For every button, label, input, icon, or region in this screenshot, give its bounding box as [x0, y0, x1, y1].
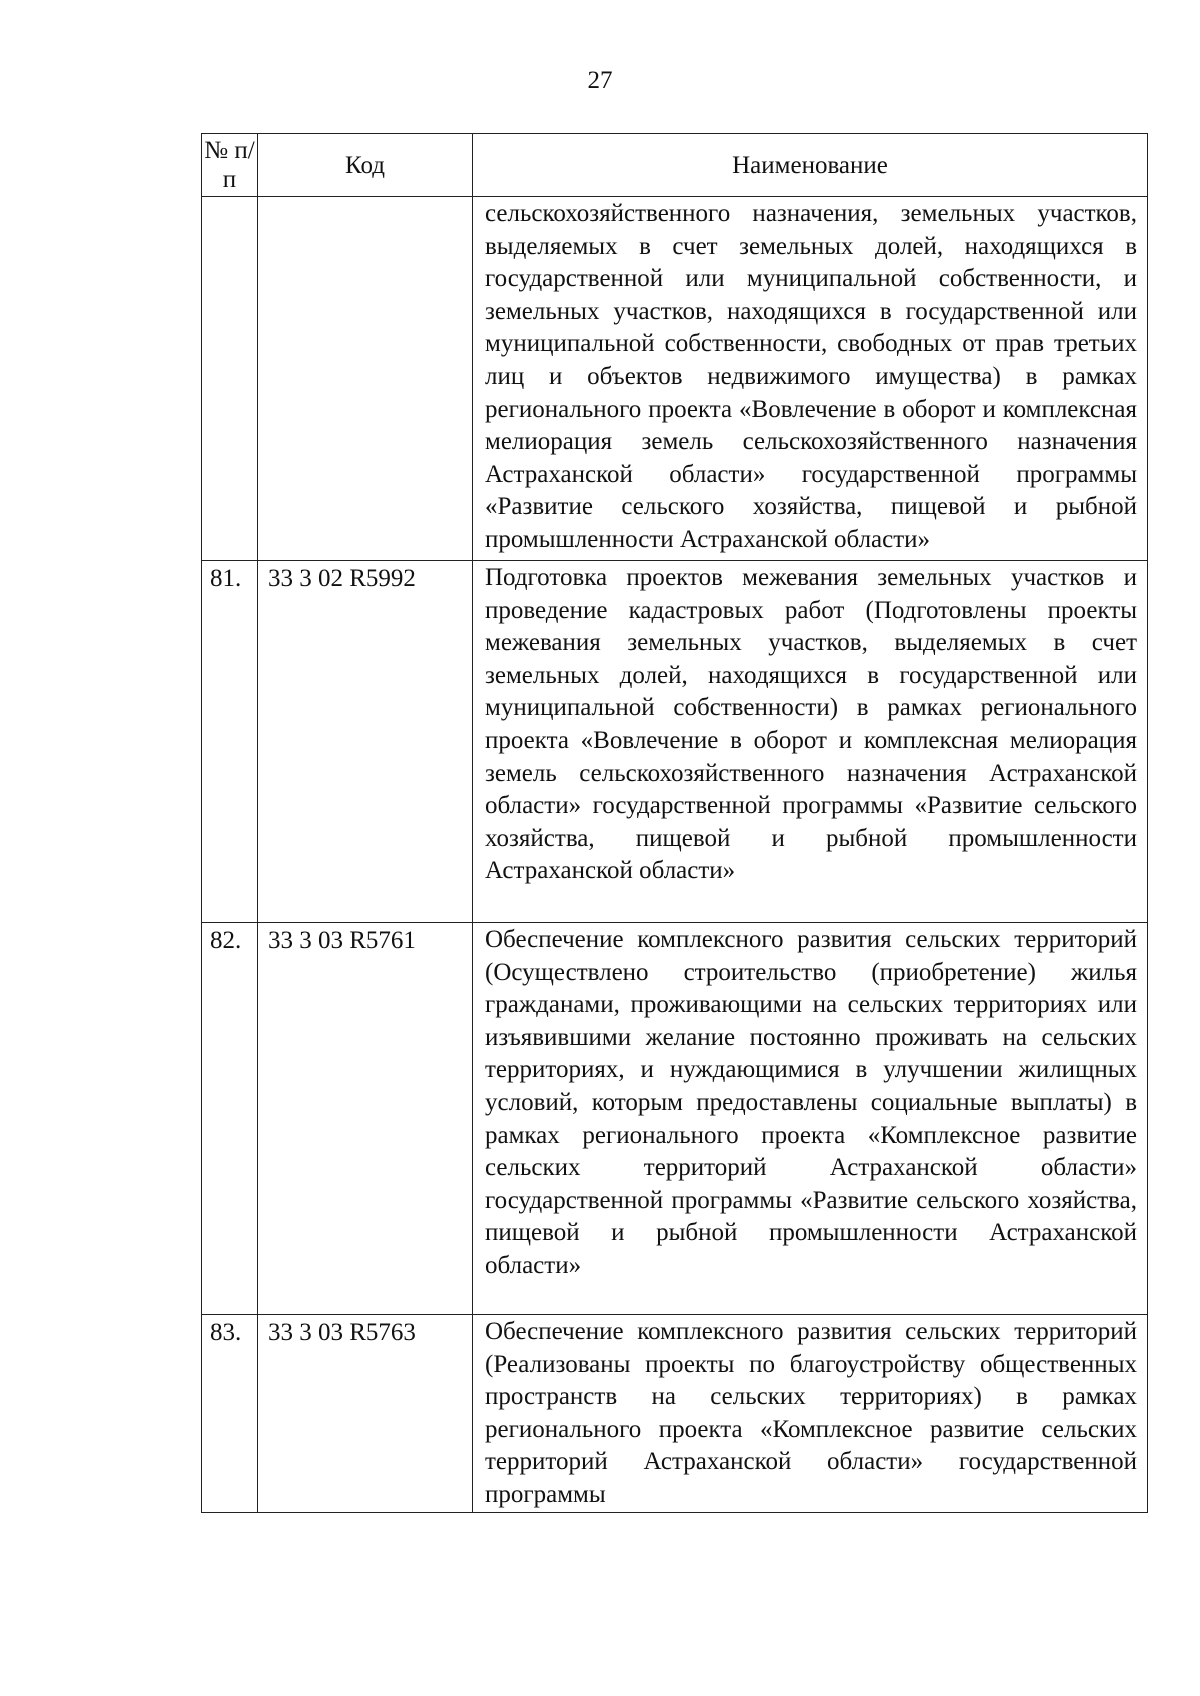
header-row: [202, 134, 1148, 197]
row-name: Обеспечение комплексного развития сельских территорий (Реализованы проекты по благоустройству общественных пространств на сельских территориях) в рамках регионального проекта «Комплексное развитие сельских территорий Астраханской области» государственной программы: [473, 1315, 1148, 1513]
row-number: 83.: [202, 1315, 258, 1513]
row-code: [258, 197, 473, 561]
row-name: сельскохозяйственного назначения, земельных участков, выделяемых в счет земельных долей, находящихся в государственной или муниципальной собственности, и земельных участков, находящихся в государственной или муниципальной собственности, свободных от прав третьих лиц и объектов недвижимого имущества) в рамках регионального проекта «Вовлечение в оборот и комплексная мелиорация земель сельскохозяйственного назначения Астраханской области» государственной программы «Развитие сельского хозяйства, пищевой и рыбной промышленности Астраханской области»: [473, 197, 1148, 561]
table-row: [202, 923, 1148, 1315]
header-code: Код: [258, 134, 473, 197]
row-code: 33 3 03 R5761: [258, 923, 473, 1315]
budget-codes-table: [201, 133, 1148, 1513]
row-name: Подготовка проектов межевания земельных участков и проведение кадастровых работ (Подготовлены проекты межевания земельных участков, выделяемых в счет земельных долей, находящихся в государственной или муниципальной собственности) в рамках регионального проекта «Вовлечение в оборот и комплексная мелиорация земель сельскохозяйственного назначения Астраханской области» государственной программы «Развитие сельского хозяйства, пищевой и рыбной промышленности Астраханской области»: [473, 561, 1148, 923]
table-row: [202, 197, 1148, 561]
page-number: 27: [587, 67, 613, 94]
table-row: [202, 561, 1148, 923]
table-body: [202, 197, 1148, 1513]
row-number: [202, 197, 258, 561]
header-number: № п/п: [202, 134, 258, 197]
header-name: Наименование: [473, 134, 1148, 197]
row-number: 81.: [202, 561, 258, 923]
row-name: Обеспечение комплексного развития сельских территорий (Осуществлено строительство (приобретение) жилья гражданами, проживающими на сельских территориях или изъявившими желание постоянно проживать на сельских территориях, и нуждающимися в улучшении жилищных условий, которым предоставлены социальные выплаты) в рамках регионального проекта «Комплексное развитие сельских территорий Астраханской области» государственной программы «Развитие сельского хозяйства, пищевой и рыбной промышленности Астраханской области»: [473, 923, 1148, 1315]
row-code: 33 3 02 R5992: [258, 561, 473, 923]
row-code: 33 3 03 R5763: [258, 1315, 473, 1513]
row-number: 82.: [202, 923, 258, 1315]
table-header: [202, 134, 1148, 197]
table-row: [202, 1315, 1148, 1513]
